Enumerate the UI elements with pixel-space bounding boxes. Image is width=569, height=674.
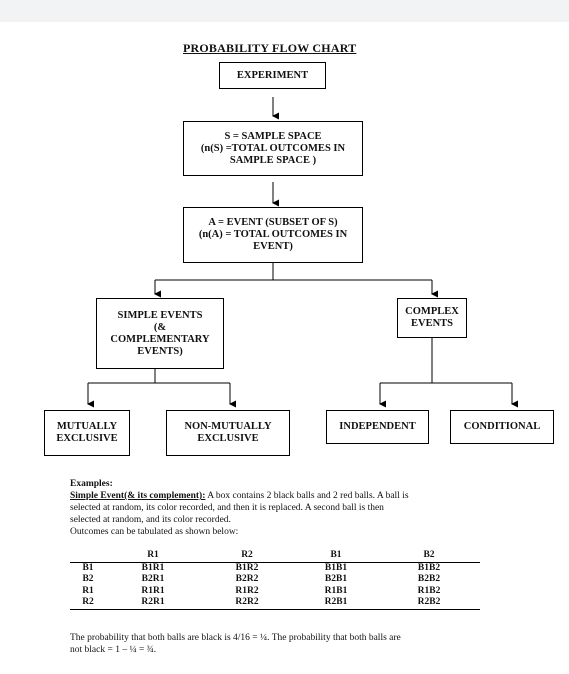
table-row-label: R1 <box>82 585 94 596</box>
table-cell: R1R1 <box>141 585 165 596</box>
table-row <box>70 574 480 586</box>
conditional-label: CONDITIONAL <box>463 421 541 432</box>
table-col-header: R1 <box>147 550 159 560</box>
table-cell: B1B2 <box>378 562 480 574</box>
simple-events-line-4: EVENTS) <box>137 345 183 357</box>
complex-events-box <box>397 298 467 338</box>
experiment-box <box>219 62 326 89</box>
table-cell: B1R2 <box>200 562 294 574</box>
table-row <box>70 597 480 609</box>
sample-space-line-1: S = SAMPLE SPACE <box>224 130 322 142</box>
table-row <box>70 586 480 598</box>
table-corner-cell <box>70 550 106 562</box>
table-col-header: B2 <box>423 550 435 560</box>
table-header-row <box>70 550 480 562</box>
event-line-1: A = EVENT (SUBSET OF S) <box>208 217 338 228</box>
table-row-label: R2 <box>70 597 106 609</box>
table-cell: R2R2 <box>200 597 294 609</box>
non-mutually-exclusive-line-2: EXCLUSIVE <box>197 433 259 444</box>
table-row-label: B1 <box>70 562 106 574</box>
simple-event-subheading: Simple Event(& its complement): <box>70 491 206 501</box>
non-mutually-exclusive-line-1: NON-MUTUALLY <box>184 421 272 432</box>
simple-events-line-3: COMPLEMENTARY <box>110 333 210 345</box>
event-box <box>183 207 363 263</box>
page-title: PROBABILITY FLOW CHART <box>183 41 357 55</box>
table-cell: R2B2 <box>378 597 480 609</box>
table-cell: B2R1 <box>141 574 165 584</box>
table-cell: B1R1 <box>106 562 200 574</box>
examples-line-1 <box>70 491 409 503</box>
table-cell: R2R1 <box>106 597 200 609</box>
complex-events-line-1: COMPLEX <box>405 306 459 317</box>
conclusion-line-2: not black = 1 – ¼ = ¾. <box>70 645 157 655</box>
mutually-exclusive-line-1: MUTUALLY <box>56 421 118 432</box>
experiment-label: EXPERIMENT <box>236 69 309 81</box>
examples-intro-text: A box contains 2 black balls and 2 red balls. A ball is <box>205 491 409 501</box>
table-cell: B1B1 <box>294 562 378 574</box>
table-cell: R1R2 <box>235 585 259 596</box>
mutually-exclusive-box <box>44 410 130 456</box>
sample-space-line-3: SAMPLE SPACE ) <box>229 154 317 166</box>
table-cell: B2B2 <box>417 574 441 584</box>
table-row-label: B2 <box>82 574 94 584</box>
sample-space-box <box>183 121 363 176</box>
examples-line-2: selected at random, its color recorded, and then it is replaced. A second ball is then <box>70 503 384 513</box>
conditional-box <box>450 410 554 444</box>
table-cell: B2B1 <box>324 574 348 584</box>
simple-events-line-1: SIMPLE EVENTS <box>117 309 203 321</box>
table-cell: R1B1 <box>324 585 348 596</box>
conclusion-line-1: The probability that both balls are black is 4/16 = ¼. The probability that both balls are <box>70 633 401 643</box>
outcomes-table <box>70 550 480 610</box>
independent-box <box>326 410 429 444</box>
table-cell: R1B2 <box>417 585 441 596</box>
sample-space-line-2: (n(S) =TOTAL OUTCOMES IN <box>200 142 346 154</box>
table-cell: B2R2 <box>235 574 259 584</box>
non-mutually-exclusive-box <box>166 410 290 456</box>
table-cell: R2B1 <box>294 597 378 609</box>
event-line-2: (n(A) = TOTAL OUTCOMES IN <box>198 229 348 240</box>
simple-events-box <box>96 298 224 369</box>
table-col-header: R2 <box>241 550 253 560</box>
examples-line-4: Outcomes can be tabulated as shown below: <box>70 527 239 537</box>
event-line-3: EVENT) <box>253 241 293 252</box>
simple-events-line-2: (& <box>153 321 167 333</box>
mutually-exclusive-line-2: EXCLUSIVE <box>56 433 118 444</box>
complex-events-line-2: EVENTS <box>410 318 453 329</box>
examples-line-3: selected at random, and its color recorded. <box>70 515 231 525</box>
table-row <box>70 562 480 574</box>
examples-heading: Examples: <box>70 479 113 489</box>
independent-label: INDEPENDENT <box>339 421 416 432</box>
table-col-header: B1 <box>330 550 342 560</box>
